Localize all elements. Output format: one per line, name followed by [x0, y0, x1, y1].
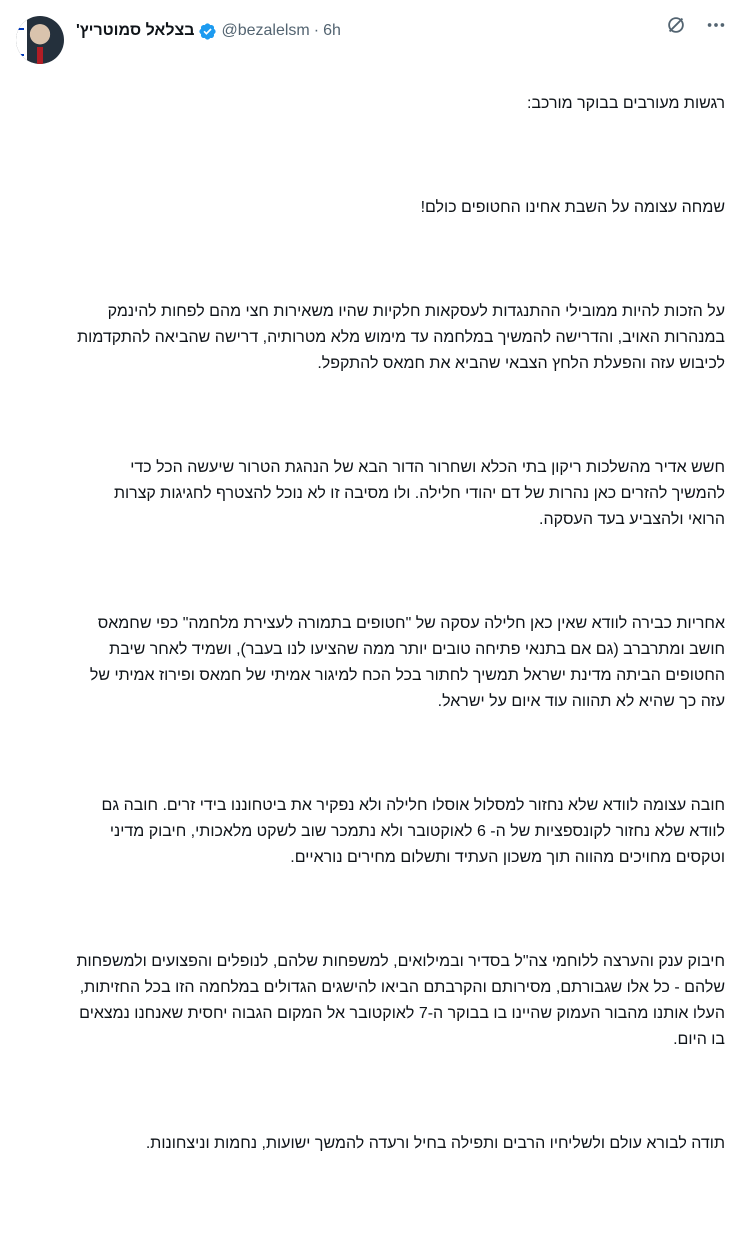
author-name[interactable]: בצלאל סמוטריץ': [76, 22, 195, 39]
tweet-paragraph: תודה לבורא עולם ולשליחיו הרבים ותפילה בחיל ורעדה להמשך ישועות, נחמות וניצחונות.: [145, 1135, 725, 1152]
tweet-paragraph: שמחה עצומה על השבת אחינו החטופים כולם!: [420, 199, 725, 216]
tweet-paragraph: אחריות כבירה לוודא שאין כאן חלילה עסקה של "חטופים בתמורה לעצירת מלחמה" כפי שחמאס חושב ומתרברב (גם אם בתנאי פתיחה טובים יותר ממה שהציעו לנו בעבר), ושמיד לאחר שיבת החטופים הביתה מדינת ישראל תמשיך לחתור בכל הכח למיגור אמיתי של חמאס ופירוז אמיתי של עזה כך שהיא לא תהווה עוד איום על ישראל.: [85, 615, 725, 710]
tweet-paragraph: רגשות מעורבים בבוקר מורכב:: [527, 95, 725, 112]
more-icon[interactable]: [705, 14, 727, 36]
tweet-text: [71, 39, 725, 1235]
avatar[interactable]: [16, 16, 64, 64]
timestamp[interactable]: 6h: [323, 22, 341, 39]
tweet-paragraph: חיבוק ענק והערצה ללוחמי צה"ל בסדיר ובמילואים, למשפחות שלהם, לנופלים והפצועים ולמשפחות שלהם - כל אלו שגבורתם, מסירותם והקרבתם הביאו להישגים הגדולים במלחמה הזו בכל החזיתות, העלו אותנו מהבור העמוק שהיינו בו בבוקר ה-7 לאוקטובר אל המקום הגבוה יחסית שאנחנו נמצאים בו היום.: [71, 953, 725, 1048]
grok-icon[interactable]: [665, 14, 687, 36]
avatar-tie-detail: [37, 47, 43, 64]
author-handle[interactable]: @bezalelsm: [221, 22, 310, 39]
header-actions: [665, 14, 727, 36]
israel-flag-icon: [16, 16, 27, 64]
header-separator: ·: [313, 22, 320, 39]
tweet-paragraph: חובה עצומה לוודא שלא נחזור למסלול אוסלו חלילה ולא נפקיר את ביטחוננו בידי זרים. חובה גם לוודא שלא נחזור לקונספציות של ה- 6 לאוקטובר ולא נתמכר שוב לשקט מלאכותי, חיבוק מדיני וטקסים מחויכים מהווה תוך משכון העתיד ותשלום מחירים נוראיים.: [97, 797, 725, 866]
tweet-paragraph: חשש אדיר מהשלכות ריקון בתי הכלא ושחרור הדור הבא של הנהגת הטרור שיעשה הכל כדי להמשיך להזרים כאן נהרות של דם יהודי חלילה. ולו מסיבה זו לא נוכל להצטרף לחגיגות קצרות הרואי ולהצביע בעד העסקה.: [109, 459, 725, 528]
tweet-paragraph: על הזכות להיות ממובילי ההתנגדות לעסקאות חלקיות שהיו משאירות חצי מהם לפחות להינמק במנהרות האויב, והדרישה להמשיך במלחמה עד מימוש מלא מטרותיה, דרישה שהביאה להתקדמות לכיבוש עזה והפעלת הלחץ הצבאי שהביא את חמאס להתקפל.: [72, 303, 725, 372]
verified-badge-icon: [198, 22, 217, 41]
